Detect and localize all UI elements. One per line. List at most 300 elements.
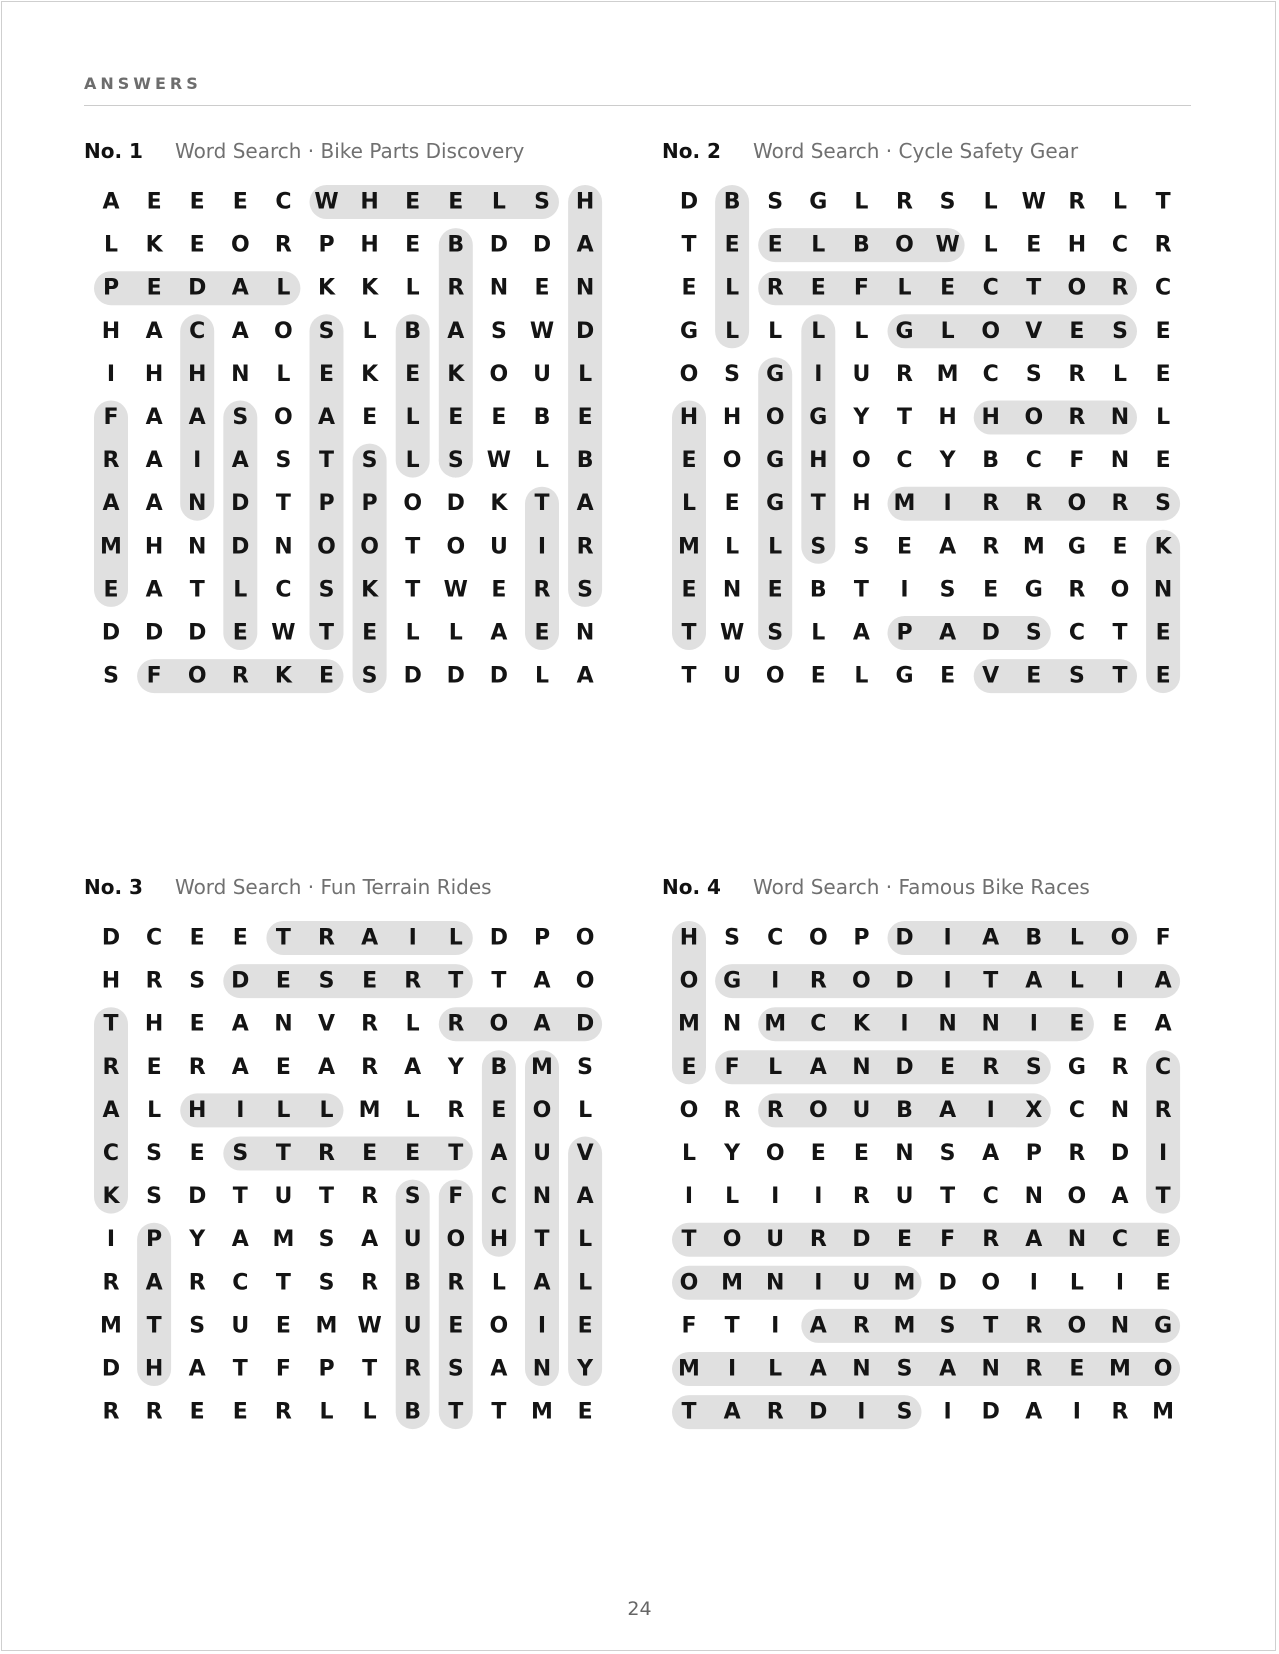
grid-letter: B	[576, 448, 594, 474]
grid-letter: R	[1068, 361, 1086, 387]
grid-letter: W	[271, 620, 296, 646]
grid-letter: I	[684, 1184, 694, 1210]
grid-letter: S	[404, 1184, 421, 1210]
grid-letter: T	[534, 1227, 550, 1253]
grid-letter: F	[940, 1227, 956, 1253]
word-highlight	[801, 314, 835, 564]
grid-letter: I	[943, 1399, 952, 1425]
grid-letter: M	[1109, 1356, 1131, 1382]
grid-letter: H	[144, 534, 164, 560]
grid-letter: E	[362, 1141, 378, 1166]
grid-letter: L	[768, 1054, 783, 1080]
grid-letter: U	[403, 1227, 422, 1253]
grid-letter: R	[1068, 1141, 1086, 1166]
grid-letter: R	[1068, 189, 1086, 215]
grid-letter: C	[896, 448, 913, 474]
grid-letter: L	[319, 1097, 334, 1123]
grid-letter: E	[362, 968, 378, 994]
grid-letter: N	[1110, 1313, 1130, 1339]
grid-letter: C	[102, 1141, 120, 1166]
grid-letter: R	[447, 1097, 465, 1123]
grid-letter: W	[529, 318, 555, 344]
grid-letter: P	[146, 1227, 163, 1253]
grid-letter: D	[446, 491, 465, 517]
grid-letter: O	[532, 1097, 552, 1123]
grid-letter: A	[188, 405, 206, 430]
grid-letter: N	[1067, 1227, 1087, 1253]
word-highlight	[672, 1395, 922, 1429]
grid-letter: Y	[724, 1141, 741, 1166]
grid-letter: K	[361, 275, 379, 301]
grid-letter: E	[362, 405, 378, 430]
grid-letter: G	[766, 491, 785, 517]
grid-letter: L	[1069, 968, 1084, 994]
grid-letter: L	[405, 620, 420, 646]
grid-letter: R	[1154, 232, 1172, 258]
grid-letter: R	[404, 968, 422, 994]
grid-letter: N	[722, 1011, 742, 1037]
grid-letter: P	[318, 232, 335, 258]
grid-letter: O	[575, 925, 595, 951]
header-rule	[84, 105, 1191, 106]
grid-letter: W	[443, 577, 468, 603]
grid-letter: M	[678, 534, 700, 560]
grid-letter: L	[897, 275, 912, 301]
grid-letter: B	[447, 232, 465, 258]
grid-letter: R	[361, 1184, 379, 1210]
grid-letter: T	[232, 1184, 248, 1210]
grid-letter: C	[767, 925, 784, 951]
grid-letter: D	[895, 968, 914, 994]
grid-letter: O	[1153, 1356, 1173, 1382]
grid-letter: L	[276, 361, 291, 387]
grid-letter: K	[274, 663, 292, 689]
grid-letter: P	[102, 275, 120, 301]
grid-letter: S	[810, 534, 827, 560]
grid-letter: D	[1110, 1141, 1130, 1166]
grid-letter: S	[939, 189, 956, 215]
grid-letter: C	[1111, 1227, 1129, 1253]
grid-letter: L	[854, 189, 869, 215]
grid-letter: L	[405, 1097, 420, 1123]
grid-letter: S	[103, 663, 119, 689]
grid-letter: E	[983, 577, 999, 603]
grid-letter: C	[275, 189, 292, 215]
grid-letter: A	[145, 491, 163, 517]
grid-letter: S	[318, 1270, 335, 1296]
grid-letter: T	[1112, 620, 1128, 646]
grid-letter: I	[1115, 1270, 1125, 1296]
grid-letter: I	[1029, 1011, 1038, 1037]
grid-letter: R	[274, 1399, 292, 1425]
grid-letter: R	[1154, 1097, 1172, 1123]
grid-letter: O	[446, 534, 466, 560]
grid-letter: O	[765, 405, 785, 430]
grid-letter: B	[404, 1270, 422, 1296]
grid-letter: E	[810, 663, 826, 689]
grid-letter: A	[404, 1054, 422, 1080]
grid-letter: T	[405, 534, 421, 560]
grid-letter: I	[236, 1097, 245, 1123]
grid-letter: H	[187, 361, 207, 387]
grid-letter: T	[940, 1184, 956, 1210]
grid-letter: E	[275, 968, 291, 994]
grid-letter: I	[943, 925, 952, 951]
grid-letter: O	[317, 534, 336, 560]
grid-letter: T	[232, 1356, 248, 1382]
grid-letter: D	[679, 189, 699, 215]
grid-letter: L	[578, 1270, 593, 1296]
grid-letter: T	[318, 620, 335, 646]
grid-letter: E	[1069, 1011, 1085, 1037]
grid-letter: G	[766, 448, 785, 474]
grid-letter: N	[981, 1356, 1000, 1382]
puzzle-subtitle: Word Search · Famous Bike Races	[752, 875, 1090, 899]
grid-letter: T	[896, 405, 913, 430]
grid-letter: D	[188, 620, 207, 646]
grid-letter: E	[853, 1141, 869, 1166]
grid-letter: S	[577, 1054, 594, 1080]
grid-letter: E	[724, 232, 740, 258]
grid-letter: D	[188, 1184, 207, 1210]
grid-letter: O	[187, 663, 207, 689]
grid-letter: R	[1025, 1313, 1043, 1339]
grid-letter: E	[1112, 1011, 1128, 1037]
grid-letter: X	[1025, 1097, 1043, 1123]
grid-letter: G	[723, 968, 742, 994]
grid-letter: I	[106, 1227, 116, 1253]
word-highlight	[888, 314, 1138, 348]
grid-letter: D	[101, 1356, 121, 1382]
grid-letter: T	[1112, 663, 1128, 689]
word-highlight	[353, 444, 387, 693]
grid-letter: H	[938, 405, 957, 430]
grid-letter: A	[576, 1184, 594, 1210]
grid-letter: N	[274, 1011, 293, 1037]
grid-letter: O	[1110, 925, 1130, 951]
grid-letter: A	[809, 1054, 827, 1080]
grid-letter: Y	[447, 1054, 464, 1080]
grid-letter: F	[103, 405, 119, 430]
grid-letter: A	[102, 1097, 120, 1123]
grid-letter: H	[187, 1097, 207, 1123]
grid-letter: A	[102, 189, 120, 215]
grid-letter: A	[490, 620, 508, 646]
grid-letter: R	[318, 925, 335, 951]
grid-letter: A	[1025, 1399, 1043, 1425]
grid-letter: A	[723, 1399, 741, 1425]
grid-letter: E	[1155, 1270, 1171, 1296]
grid-letter: K	[317, 275, 336, 301]
grid-letter: E	[810, 1141, 826, 1166]
grid-letter: S	[767, 189, 784, 215]
grid-letter: I	[943, 491, 952, 517]
grid-letter: E	[318, 663, 335, 689]
grid-letter: R	[896, 189, 913, 215]
grid-letter: E	[940, 275, 956, 301]
word-highlight	[672, 1266, 922, 1300]
grid-letter: S	[896, 1356, 913, 1382]
grid-letter: L	[448, 620, 463, 646]
grid-letter: T	[1155, 189, 1171, 215]
grid-letter: R	[533, 577, 551, 603]
grid-letter: T	[681, 1399, 697, 1425]
grid-letter: A	[533, 1270, 551, 1296]
puzzle-number: No. 2	[662, 139, 721, 163]
grid-letter: R	[723, 1097, 741, 1123]
grid-letter: E	[767, 577, 783, 603]
grid-letter: L	[725, 318, 740, 344]
grid-letter: O	[403, 491, 423, 517]
grid-letter: G	[679, 318, 699, 344]
grid-letter: R	[447, 1270, 465, 1296]
grid-letter: H	[575, 189, 595, 215]
grid-letter: O	[679, 968, 699, 994]
grid-letter: R	[1111, 1054, 1129, 1080]
grid-letter: T	[318, 1184, 335, 1210]
grid-letter: H	[360, 232, 379, 258]
grid-letter: E	[681, 275, 697, 301]
grid-letter: T	[724, 1313, 740, 1339]
grid-letter: R	[1025, 491, 1043, 517]
grid-letter: B	[404, 318, 422, 344]
grid-letter: T	[681, 1227, 697, 1253]
grid-letter: T	[189, 577, 205, 603]
grid-letter: V	[317, 1011, 336, 1037]
grid-letter: S	[939, 1141, 956, 1166]
grid-letter: R	[274, 232, 292, 258]
grid-letter: L	[491, 189, 506, 215]
grid-letter: S	[534, 189, 550, 215]
grid-letter: T	[491, 968, 507, 994]
word-highlight	[672, 1223, 1180, 1257]
grid-letter: A	[231, 318, 249, 344]
grid-letter: P	[533, 925, 551, 951]
grid-letter: F	[724, 1054, 740, 1080]
grid-letter: O	[1067, 275, 1087, 301]
grid-letter: T	[810, 491, 826, 517]
grid-letter: S	[1025, 620, 1042, 646]
grid-letter: E	[534, 620, 550, 646]
grid-letter: E	[189, 925, 205, 951]
grid-letter: E	[146, 1054, 162, 1080]
grid-letter: R	[982, 534, 1000, 560]
grid-letter: F	[853, 275, 869, 301]
grid-letter: A	[145, 1270, 163, 1296]
grid-letter: C	[1068, 620, 1085, 646]
puzzle-grid	[662, 175, 1178, 691]
grid-letter: A	[533, 968, 551, 994]
grid-letter: D	[575, 1011, 595, 1037]
grid-letter: U	[852, 1097, 871, 1123]
puzzle-grid	[84, 911, 600, 1427]
grid-letter: L	[1112, 189, 1128, 215]
grid-letter: T	[103, 1011, 119, 1037]
grid-letter: B	[404, 1399, 422, 1425]
grid-letter: U	[489, 534, 508, 560]
puzzle-subtitle: Word Search · Fun Terrain Rides	[174, 875, 492, 899]
grid-letter: O	[489, 1011, 509, 1037]
grid-letter: I	[1115, 968, 1125, 994]
grid-letter: R	[982, 491, 1000, 517]
grid-letter: C	[1155, 1054, 1172, 1080]
grid-letter: I	[986, 1097, 995, 1123]
grid-letter: A	[231, 448, 249, 474]
grid-letter: O	[981, 318, 1001, 344]
word-highlight	[396, 1180, 430, 1430]
grid-letter: I	[1072, 1399, 1081, 1425]
grid-letter: S	[447, 1356, 464, 1382]
grid-letter: A	[231, 275, 249, 301]
grid-letter: N	[274, 534, 293, 560]
grid-letter: E	[767, 232, 783, 258]
grid-letter: R	[1068, 577, 1086, 603]
grid-letter: A	[852, 620, 870, 646]
grid-letter: U	[895, 1184, 914, 1210]
grid-letter: O	[808, 1097, 828, 1123]
grid-letter: H	[722, 405, 742, 430]
grid-letter: A	[1111, 1184, 1129, 1210]
grid-letter: O	[230, 232, 250, 258]
grid-letter: U	[766, 1227, 785, 1253]
grid-letter: S	[724, 925, 741, 951]
grid-letter: E	[189, 189, 205, 215]
grid-letter: A	[533, 1011, 551, 1037]
grid-letter: R	[1111, 1399, 1129, 1425]
grid-letter: D	[489, 663, 509, 689]
grid-letter: T	[1026, 275, 1042, 301]
grid-letter: K	[852, 1011, 870, 1037]
grid-letter: H	[809, 448, 828, 474]
grid-letter: A	[447, 318, 465, 344]
grid-letter: T	[318, 448, 335, 474]
grid-letter: S	[1025, 1054, 1042, 1080]
grid-letter: G	[809, 189, 828, 215]
grid-letter: E	[362, 620, 378, 646]
grid-letter: L	[578, 1227, 593, 1253]
grid-letter: A	[361, 925, 379, 951]
grid-letter: N	[852, 1054, 871, 1080]
grid-letter: C	[490, 1184, 507, 1210]
grid-letter: P	[318, 1356, 335, 1382]
grid-letter: L	[1156, 405, 1171, 430]
grid-letter: D	[188, 275, 207, 301]
grid-letter: U	[533, 1141, 551, 1166]
grid-letter: M	[531, 1399, 553, 1425]
grid-letter: N	[532, 1356, 552, 1382]
grid-letter: W	[314, 189, 339, 215]
grid-letter: S	[1025, 361, 1042, 387]
grid-letter: L	[725, 1184, 740, 1210]
puzzle-number: No. 4	[662, 875, 721, 899]
grid-letter: O	[360, 534, 379, 560]
grid-letter: L	[405, 448, 420, 474]
grid-letter: D	[981, 620, 1000, 646]
grid-letter: R	[447, 275, 465, 301]
grid-letter: E	[1026, 232, 1042, 258]
grid-letter: E	[146, 275, 162, 301]
grid-letter: I	[728, 1356, 737, 1382]
grid-letter: L	[811, 620, 826, 646]
grid-letter: O	[489, 1313, 509, 1339]
grid-letter: A	[1154, 968, 1172, 994]
grid-letter: O	[446, 1227, 466, 1253]
grid-letter: E	[1155, 1227, 1171, 1253]
grid-letter: E	[189, 232, 205, 258]
grid-letter: P	[318, 491, 335, 517]
grid-letter: E	[405, 1141, 421, 1166]
grid-letter: A	[145, 318, 163, 344]
grid-letter: O	[722, 1227, 742, 1253]
grid-letter: D	[981, 1399, 1000, 1425]
page-number: 24	[627, 1598, 652, 1620]
grid-letter: S	[361, 448, 378, 474]
grid-letter: M	[272, 1227, 295, 1253]
grid-letter: E	[448, 405, 464, 430]
grid-letter: U	[852, 1270, 871, 1296]
grid-letter: L	[854, 318, 869, 344]
grid-letter: C	[1025, 448, 1042, 474]
grid-letter: D	[895, 1054, 914, 1080]
grid-letter: L	[725, 275, 740, 301]
grid-letter: L	[854, 663, 869, 689]
grid-letter: O	[765, 1141, 785, 1166]
grid-letter: F	[681, 1313, 697, 1339]
grid-letter: L	[534, 448, 550, 474]
grid-letter: H	[852, 491, 871, 517]
grid-letter: E	[1155, 620, 1171, 646]
grid-letter: R	[361, 1011, 379, 1037]
grid-letter: I	[771, 1184, 780, 1210]
puzzle-title	[84, 875, 492, 899]
grid-letter: N	[532, 1184, 552, 1210]
grid-letter: A	[982, 1141, 1000, 1166]
grid-letter: E	[189, 1399, 205, 1425]
grid-letter: L	[940, 318, 955, 344]
grid-letter: E	[405, 189, 421, 215]
grid-letter: R	[1025, 1356, 1043, 1382]
grid-letter: E	[810, 275, 826, 301]
grid-letter: R	[188, 1054, 206, 1080]
grid-letter: R	[852, 1313, 870, 1339]
grid-letter: A	[809, 1313, 827, 1339]
grid-letter: R	[809, 968, 827, 994]
grid-letter: N	[187, 534, 207, 560]
grid-letter: I	[771, 1313, 780, 1339]
grid-letter: D	[852, 1227, 871, 1253]
grid-letter: A	[317, 1054, 336, 1080]
grid-letter: S	[724, 361, 741, 387]
grid-letter: I	[771, 968, 780, 994]
grid-letter: E	[232, 189, 248, 215]
grid-letter: R	[102, 1054, 120, 1080]
grid-letter: A	[1025, 1227, 1043, 1253]
grid-letter: C	[146, 925, 163, 951]
grid-letter: I	[1029, 1270, 1038, 1296]
grid-letter: E	[318, 361, 335, 387]
grid-letter: A	[576, 232, 594, 258]
grid-letter: T	[275, 925, 291, 951]
grid-letter: R	[361, 1270, 379, 1296]
grid-letter: D	[144, 620, 164, 646]
grid-letter: R	[809, 1227, 827, 1253]
grid-letter: E	[1069, 1356, 1085, 1382]
grid-letter: T	[681, 663, 697, 689]
grid-letter: A	[939, 1097, 957, 1123]
puzzle-subtitle: Word Search · Cycle Safety Gear	[752, 139, 1079, 163]
grid-letter: R	[361, 1054, 379, 1080]
grid-letter: R	[896, 361, 913, 387]
